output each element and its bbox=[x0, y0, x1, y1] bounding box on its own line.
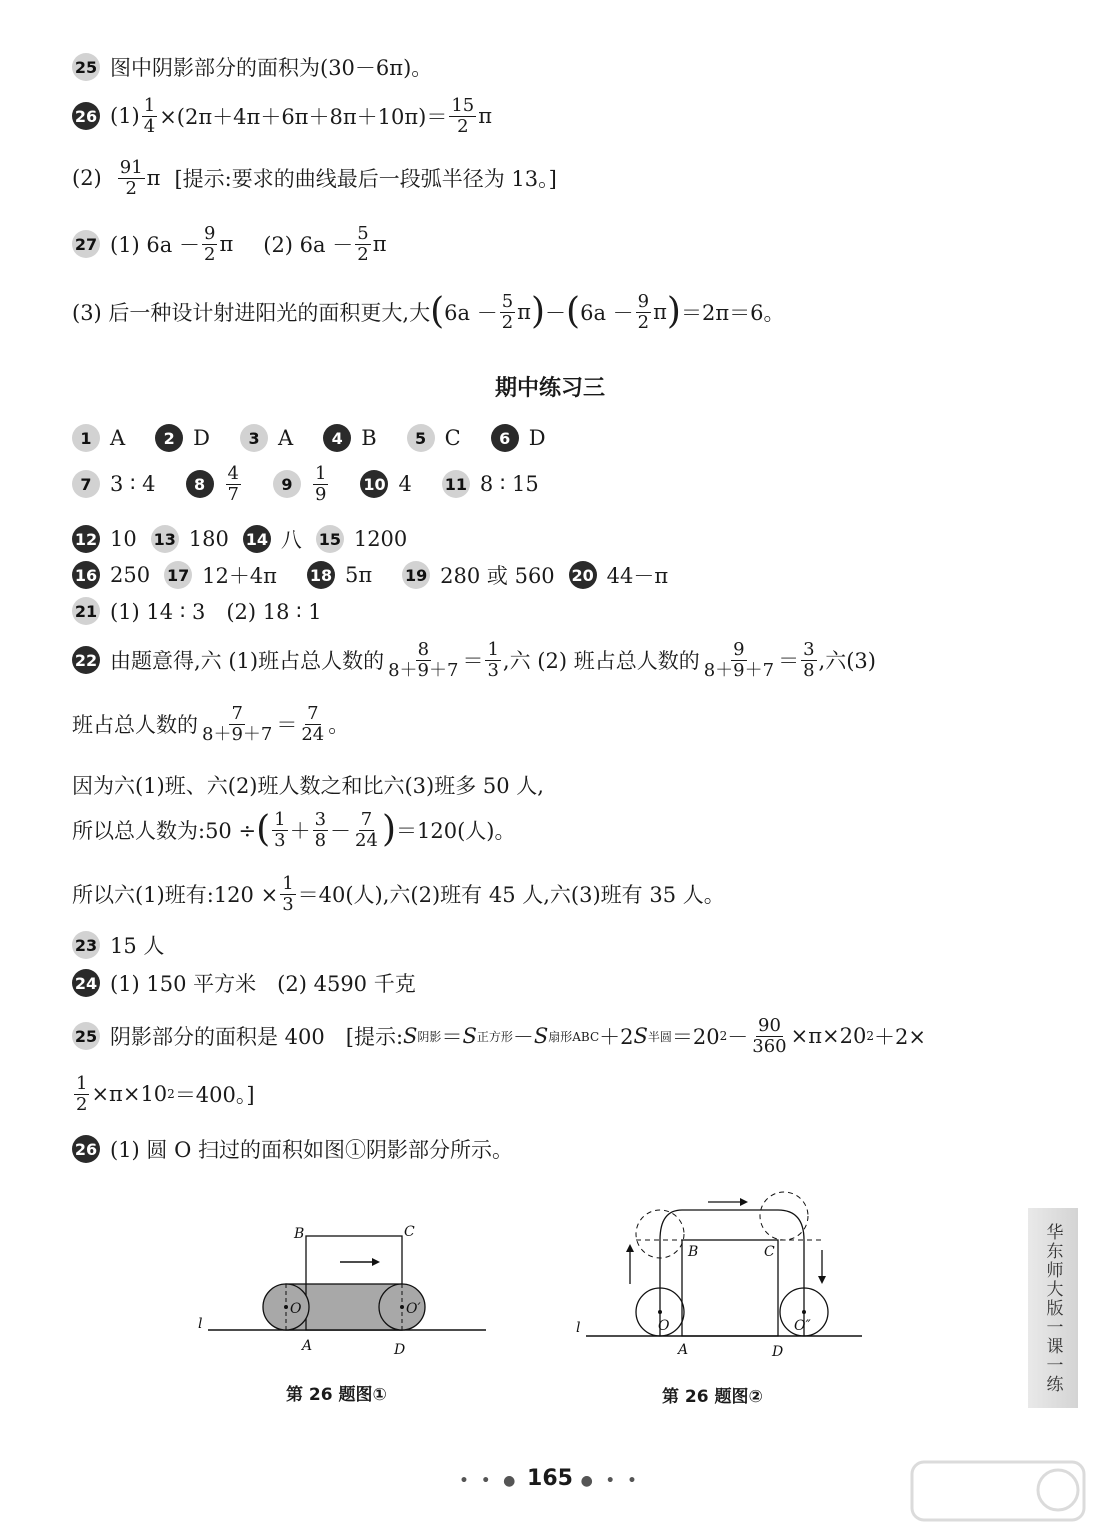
text: 班占总人数的 bbox=[72, 713, 198, 738]
subscript: 阴影 bbox=[417, 1029, 442, 1044]
question-number-badge: 9 bbox=[273, 470, 301, 498]
section-title: 期中练习三 bbox=[494, 376, 605, 401]
paren: ( bbox=[256, 809, 271, 851]
expression: ×π×10 bbox=[91, 1082, 168, 1107]
question-number-badge: 24 bbox=[72, 969, 100, 997]
text: 因为六(1)班、六(2)班人数之和比六(3)班多 50 人, bbox=[72, 774, 544, 798]
question-number-badge: 6 bbox=[491, 424, 519, 452]
label-O-double-prime: O″ bbox=[794, 1318, 811, 1334]
fraction: $\frac{1}{2}$ bbox=[76, 1073, 88, 1115]
part-label: (2) bbox=[72, 166, 102, 191]
equals: ＝ bbox=[778, 649, 800, 674]
expression: ＝400。] bbox=[174, 1083, 255, 1108]
answer-23 bbox=[72, 930, 164, 960]
answer-22-line2 bbox=[72, 704, 349, 745]
label-B: B bbox=[688, 1244, 699, 1260]
subscript: 正方形 bbox=[476, 1029, 513, 1044]
pi-symbol: π bbox=[146, 166, 161, 191]
operator: － bbox=[727, 1025, 749, 1050]
question-number-badge: 20 bbox=[569, 561, 597, 589]
answer-text: (3) 后一种设计射进阳光的面积更大,大 bbox=[72, 301, 431, 326]
answer-text: (1) 圆 O 扫过的面积如图①阴影部分所示。 bbox=[110, 1138, 513, 1162]
paren: ) bbox=[530, 291, 546, 333]
question-number-badge: 8 bbox=[186, 470, 214, 498]
answer-24 bbox=[72, 968, 416, 998]
label-D: D bbox=[772, 1344, 784, 1360]
superscript: 2 bbox=[719, 1029, 728, 1044]
fraction: $\frac{91}{2}$ bbox=[119, 157, 143, 199]
label-B: B bbox=[294, 1226, 305, 1242]
text: ,六 (2) 班占总人数的 bbox=[502, 649, 700, 674]
answer-25 bbox=[72, 52, 432, 82]
watermark-logo bbox=[908, 1456, 1088, 1526]
question-number-badge: 17 bbox=[164, 561, 192, 589]
text: 由题意得,六 (1)班占总人数的 bbox=[110, 649, 385, 674]
question-number-badge: 2 bbox=[155, 424, 183, 452]
answer-26-part1 bbox=[72, 96, 492, 137]
question-number-badge: 11 bbox=[442, 470, 470, 498]
label-O: O bbox=[658, 1318, 670, 1334]
answer-25-shaded-area bbox=[72, 1016, 926, 1057]
answer-text: 图中阴影部分的面积为(30－6π)。 bbox=[110, 56, 433, 80]
answer-value: A bbox=[110, 426, 126, 450]
pi-symbol: π bbox=[372, 232, 387, 257]
question-number-badge: 23 bbox=[72, 931, 100, 959]
question-number-badge: 21 bbox=[72, 597, 100, 625]
equals: ＝ bbox=[276, 713, 298, 738]
answers-row-12-15 bbox=[72, 524, 407, 554]
subscript: 扇形ABC bbox=[548, 1029, 600, 1044]
operator: － bbox=[545, 301, 567, 326]
answer-26-part2 bbox=[72, 158, 557, 199]
label-O: O bbox=[290, 1301, 302, 1317]
operator: ＋ bbox=[289, 819, 311, 844]
question-number-badge: 3 bbox=[240, 424, 268, 452]
expression: 6a － bbox=[580, 301, 634, 326]
question-number-badge: 16 bbox=[72, 561, 100, 589]
question-number-badge: 1 bbox=[72, 424, 100, 452]
fraction: $\frac{5}{2}$ bbox=[501, 291, 514, 333]
figure-1-caption: 第 26 题图① bbox=[286, 1385, 387, 1405]
answer-value: C bbox=[444, 426, 461, 450]
question-number-badge: 27 bbox=[72, 230, 100, 258]
question-number-badge: 15 bbox=[316, 525, 344, 553]
answer-value: 5π bbox=[344, 563, 373, 587]
answer-value: 280 或 560 bbox=[440, 564, 555, 588]
variable-s: S bbox=[403, 1024, 418, 1049]
answer-value: 4 bbox=[398, 472, 412, 497]
text: ＝120(人)。 bbox=[395, 819, 516, 844]
fraction: $\frac{9}{2}$ bbox=[637, 291, 650, 333]
fraction: $\frac{7}{8+9+7}$ bbox=[202, 703, 273, 745]
fraction: $\frac{4}{7}$ bbox=[227, 463, 239, 505]
question-number-badge: 22 bbox=[72, 646, 100, 674]
answers-row-1-6 bbox=[72, 424, 546, 452]
dots-decoration-right: ● • • bbox=[580, 1473, 641, 1489]
answer-value: A bbox=[278, 426, 294, 450]
dots-decoration-left: • • ● bbox=[459, 1473, 520, 1489]
superscript: 2 bbox=[167, 1087, 175, 1102]
question-number-badge: 26 bbox=[72, 1135, 100, 1163]
answers-row-7-11 bbox=[72, 464, 539, 505]
answer-22-line5 bbox=[72, 874, 725, 915]
answer-value: D bbox=[528, 426, 546, 450]
pi-symbol: π bbox=[219, 232, 234, 257]
question-number-badge: 13 bbox=[151, 525, 179, 553]
expression: ＝20 bbox=[671, 1025, 720, 1050]
pi-symbol: π bbox=[478, 104, 493, 129]
figure-26-1 bbox=[190, 1218, 500, 1368]
arrow-head bbox=[626, 1244, 634, 1252]
answer-value: 250 bbox=[110, 563, 151, 587]
fraction: $\frac{9}{8+9+7}$ bbox=[703, 639, 775, 681]
answer-value: D bbox=[193, 426, 211, 450]
dashed-circle-right bbox=[760, 1192, 808, 1240]
label-l: l bbox=[198, 1316, 203, 1332]
answer-value: 10 bbox=[110, 527, 137, 551]
question-number-badge: 18 bbox=[307, 561, 335, 589]
label-D: D bbox=[394, 1342, 406, 1358]
center-dot bbox=[802, 1310, 806, 1314]
answer-text: 15 人 bbox=[110, 934, 165, 958]
answer-value: 180 bbox=[188, 527, 229, 551]
question-number-badge: 14 bbox=[243, 525, 271, 553]
expression: (2) 6a － bbox=[263, 233, 354, 258]
fraction: $\frac{1}{3}$ bbox=[282, 873, 294, 915]
label-A: A bbox=[302, 1338, 313, 1354]
text: 所以总人数为:50 ÷ bbox=[72, 819, 257, 844]
fraction: $\frac{90}{360}$ bbox=[752, 1015, 787, 1057]
page-number: 165 bbox=[527, 1466, 573, 1491]
subscript: 半圆 bbox=[647, 1029, 672, 1044]
paren: ( bbox=[566, 291, 581, 333]
fraction: $\frac{1}{4}$ bbox=[143, 95, 156, 137]
label-C: C bbox=[764, 1244, 775, 1260]
fraction: $\frac{7}{24}$ bbox=[301, 703, 325, 745]
answer-22-line3 bbox=[72, 770, 544, 800]
arrow-head bbox=[740, 1198, 748, 1206]
question-number-badge: 12 bbox=[72, 525, 100, 553]
fraction: $\frac{7}{24}$ bbox=[355, 809, 378, 851]
fraction: $\frac{1}{3}$ bbox=[487, 639, 499, 681]
label-A: A bbox=[678, 1342, 689, 1358]
answer-value: 44－π bbox=[606, 564, 669, 588]
answer-22-line4 bbox=[72, 810, 515, 851]
answer-text: (1) 14 ∶ 3 (2) 18 ∶ 1 bbox=[110, 600, 322, 624]
equals: ＝ bbox=[462, 649, 484, 674]
fraction: $\frac{3}{8}$ bbox=[803, 639, 815, 681]
question-number-badge: 25 bbox=[72, 53, 100, 81]
text: 所以六(1)班有:120 × bbox=[72, 883, 279, 908]
answer-21 bbox=[72, 596, 322, 626]
fraction: $\frac{8}{8+9+7}$ bbox=[388, 639, 459, 681]
question-number-badge: 26 bbox=[72, 102, 100, 130]
paren: ( bbox=[430, 291, 445, 333]
expression: (1) 6a － bbox=[110, 233, 200, 258]
operator: － bbox=[330, 819, 352, 844]
answer-27 bbox=[72, 224, 387, 265]
part-label: (1) bbox=[110, 104, 140, 129]
fraction: $\frac{1}{9}$ bbox=[315, 463, 327, 505]
figure-2-caption: 第 26 题图② bbox=[662, 1387, 763, 1407]
operator: － bbox=[512, 1025, 534, 1050]
answer-22-line1 bbox=[72, 640, 876, 681]
expression: ＝2π＝6。 bbox=[680, 301, 785, 326]
answer-value: 八 bbox=[280, 528, 302, 552]
pi-symbol: π bbox=[653, 300, 667, 325]
answer-26-figure-desc bbox=[72, 1134, 513, 1164]
variable-s: S bbox=[462, 1024, 477, 1049]
center-dot bbox=[284, 1305, 288, 1309]
superscript: 2 bbox=[866, 1029, 874, 1044]
side-tab: 华东师大版一课一练 bbox=[1028, 1208, 1078, 1408]
center-dot bbox=[400, 1305, 404, 1309]
equals: ＝ bbox=[441, 1025, 463, 1050]
text: ＝40(人),六(2)班有 45 人,六(3)班有 35 人。 bbox=[297, 883, 725, 908]
fraction: $\frac{3}{8}$ bbox=[314, 809, 327, 851]
paren: ) bbox=[381, 809, 396, 851]
fraction: $\frac{5}{2}$ bbox=[357, 223, 369, 265]
fraction: $\frac{15}{2}$ bbox=[451, 95, 475, 137]
variable-s: S bbox=[533, 1024, 549, 1049]
answer-value: 1200 bbox=[353, 527, 408, 551]
label-C: C bbox=[404, 1224, 415, 1240]
answer-value: 12＋4π bbox=[202, 564, 277, 588]
paren: ) bbox=[666, 291, 681, 333]
answer-value: B bbox=[361, 426, 377, 450]
question-number-badge: 4 bbox=[323, 424, 351, 452]
question-number-badge: 25 bbox=[72, 1022, 100, 1050]
question-number-badge: 19 bbox=[402, 561, 430, 589]
question-number-badge: 5 bbox=[407, 424, 435, 452]
variable-s: S bbox=[633, 1024, 648, 1049]
answer-25-line2 bbox=[72, 1074, 255, 1115]
arrow-head bbox=[372, 1258, 380, 1266]
expression: ＋2× bbox=[874, 1025, 926, 1050]
label-O-prime: O′ bbox=[406, 1301, 421, 1317]
pi-symbol: π bbox=[517, 300, 531, 325]
text: ,六(3) bbox=[818, 649, 876, 674]
text: 阴影部分的面积是 400 [提示: bbox=[110, 1025, 404, 1050]
label-l: l bbox=[576, 1320, 581, 1336]
text: 。 bbox=[328, 713, 350, 738]
question-number-badge: 10 bbox=[360, 470, 388, 498]
hint-text: [提示:要求的曲线最后一段弧半径为 13。] bbox=[174, 167, 557, 192]
fraction: $\frac{1}{3}$ bbox=[274, 809, 286, 851]
operator: ＋2 bbox=[599, 1025, 634, 1050]
center-dot bbox=[658, 1310, 662, 1314]
expression: ×π×20 bbox=[790, 1024, 867, 1049]
arrow-head bbox=[818, 1276, 826, 1284]
answer-27-part3 bbox=[72, 292, 784, 333]
fraction: $\frac{9}{2}$ bbox=[203, 223, 216, 265]
figure-26-2 bbox=[568, 1184, 868, 1366]
question-number-badge: 7 bbox=[72, 470, 100, 498]
expression: ×(2π＋4π＋6π＋8π＋10π)＝ bbox=[159, 105, 448, 130]
answer-text: (1) 150 平方米 (2) 4590 千克 bbox=[110, 972, 416, 996]
answers-row-16-20 bbox=[72, 560, 668, 590]
answer-value: 8 ∶ 15 bbox=[479, 472, 539, 497]
answer-value: 3 ∶ 4 bbox=[110, 472, 156, 497]
expression: 6a － bbox=[444, 301, 498, 326]
